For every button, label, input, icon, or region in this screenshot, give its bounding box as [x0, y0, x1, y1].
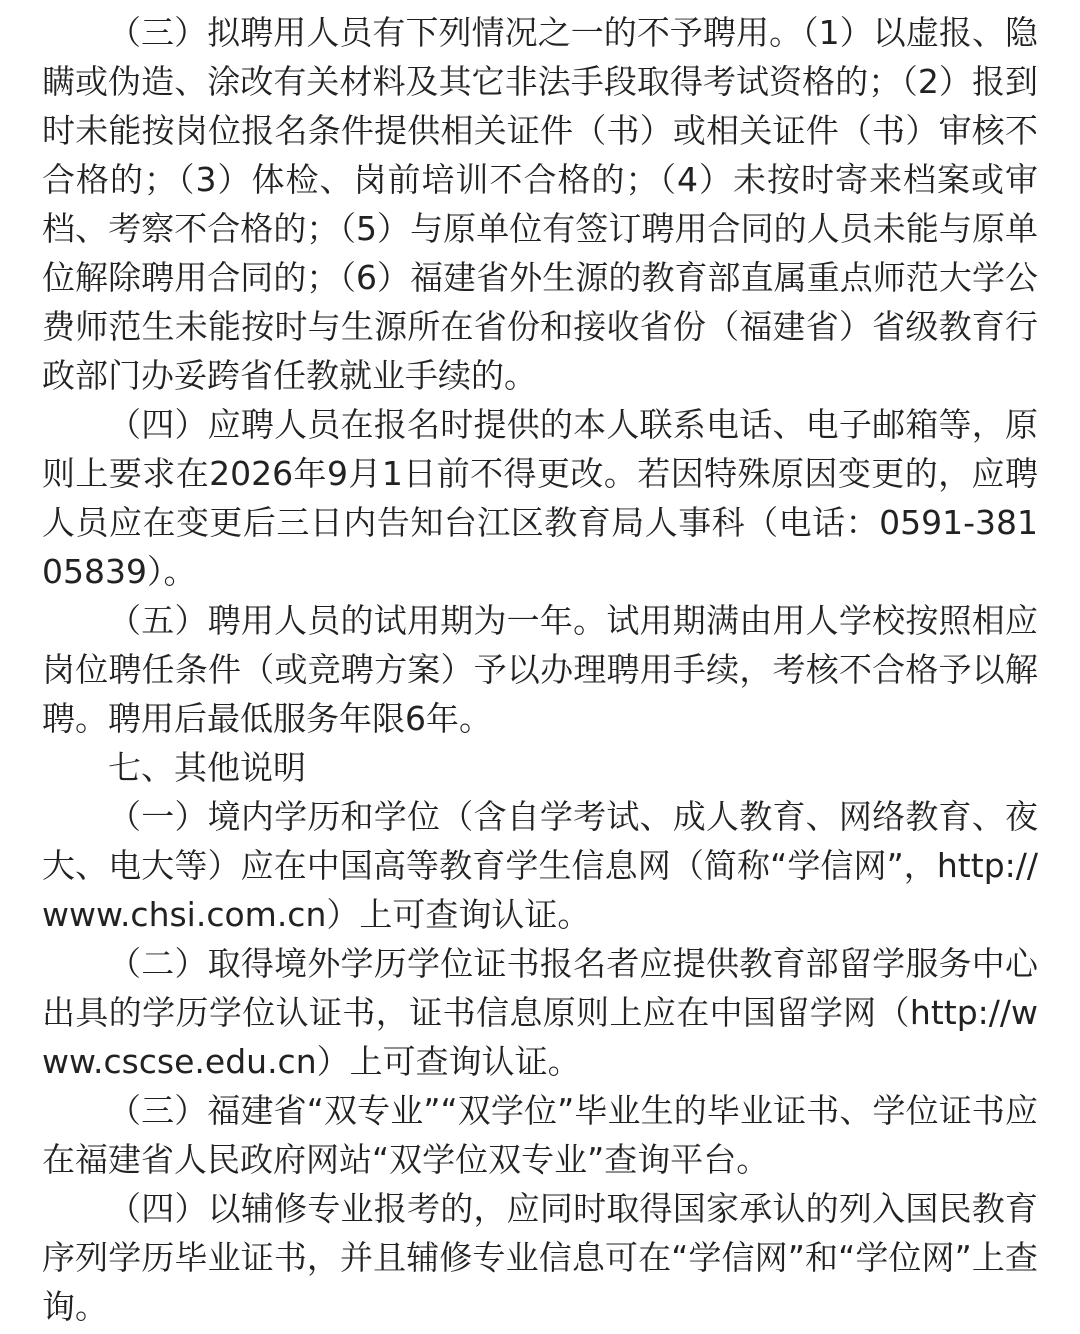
- paragraph-minor-major-verification: （四）以辅修专业报考的，应同时取得国家承认的列入国民教育序列学历毕业证书，并且辅修专业信息可在“学信网”和“学位网”上查询。: [42, 1189, 1038, 1326]
- paragraph-probation-period: （五）聘用人员的试用期为一年。试用期满由用人学校按照相应岗位聘任条件（或竞聘方案）予以办理聘用手续，考核不合格予以解聘。聘用后最低服务年限6年。: [42, 601, 1038, 738]
- paragraph-domestic-degree-verification: （一）境内学历和学位（含自学考试、成人教育、网络教育、夜大、电大等）应在中国高等教育学生信息网（简称“学信网”，http://www.chsi.com.cn）上可查询认证。: [42, 797, 1038, 934]
- paragraph-disqualification-conditions: （三）拟聘用人员有下列情况之一的不予聘用。（1）以虚报、隐瞒或伪造、涂改有关材料及其它非法手段取得考试资格的；（2）报到时未能按岗位报名条件提供相关证件（书）或相关证件（书）审核不合格的；（3）体检、岗前培训不合格的；（4）未按时寄来档案或审档、考察不合格的；（5）与原单位有签订聘用合同的人员未能与原单位解除聘用合同的；（6）福建省外生源的教育部直属重点师范大学公费师范生未能按时与生源所在省份和接收省份（福建省）省级教育行政部门办妥跨省任教就业手续的。: [42, 13, 1038, 395]
- section-heading-other-notes: 七、其他说明: [108, 748, 306, 787]
- paragraph-contact-info-change: （四）应聘人员在报名时提供的本人联系电话、电子邮箱等，原则上要求在2026年9月1日前不得更改。若因特殊原因变更的，应聘人员应在变更后三日内告知台江区教育局人事科（电话：0591-38105839）。: [42, 405, 1038, 591]
- paragraph-foreign-degree-verification: （二）取得境外学历学位证书报名者应提供教育部留学服务中心出具的学历学位认证书，证书信息原则上应在中国留学网（http://www.cscse.edu.cn）上可查询认证。: [42, 944, 1038, 1081]
- paragraph-double-major-verification: （三）福建省“双专业”“双学位”毕业生的毕业证书、学位证书应在福建省人民政府网站“双学位双专业”查询平台。: [42, 1091, 1038, 1179]
